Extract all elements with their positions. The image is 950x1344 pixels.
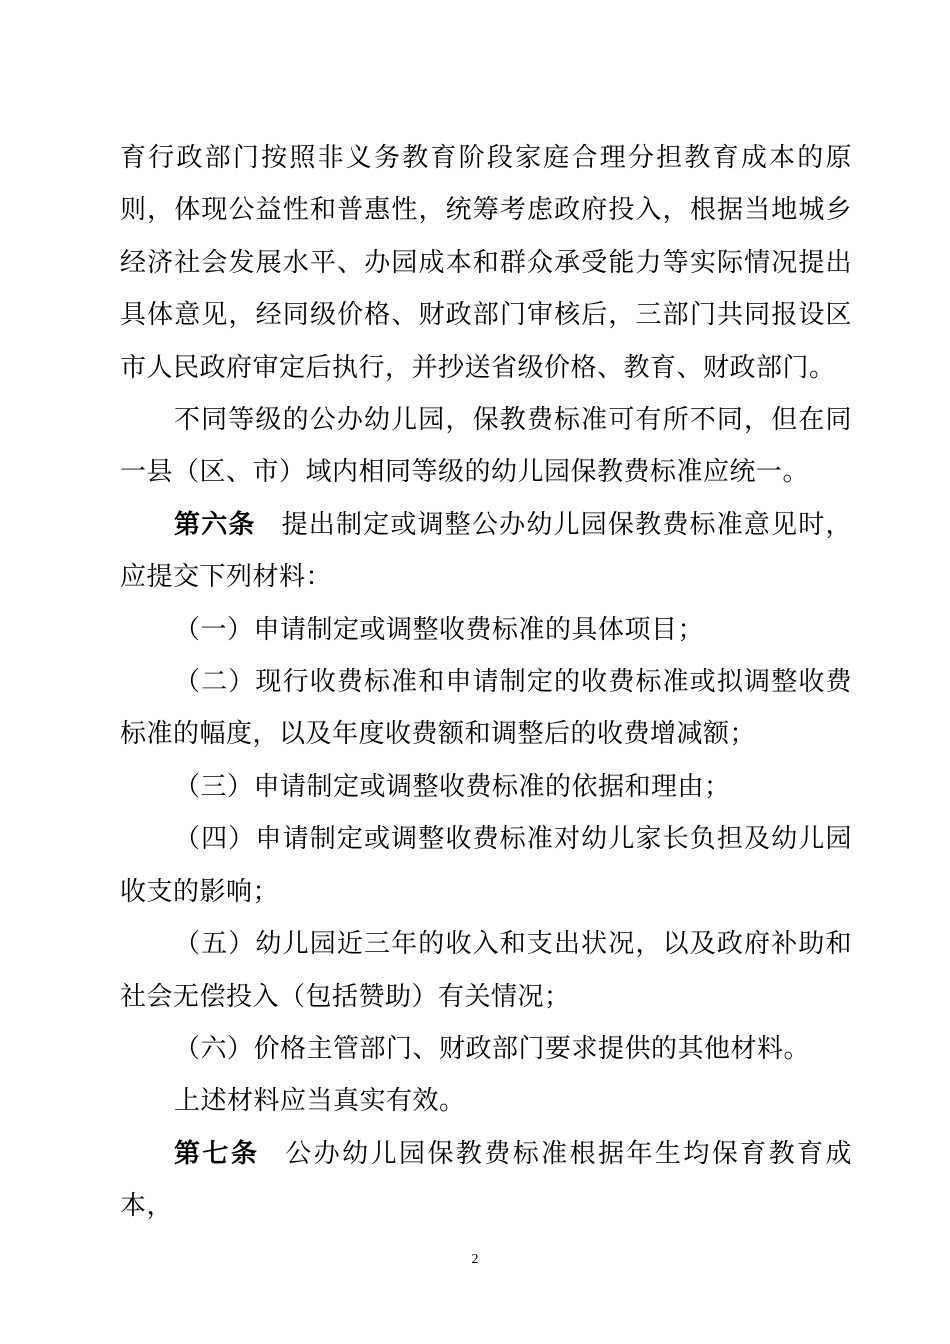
paragraph-text: （二）现行收费标准和申请制定的收费标准或拟调整收费标准的幅度，以及年度收费额和调整后的收费增减额； (120, 667, 852, 750)
page-number: 2 (471, 1252, 479, 1267)
list-item-5 (120, 918, 852, 1023)
list-item-4 (120, 813, 852, 918)
paragraph-text: （五）幼儿园近三年的收入和支出状况，以及政府补助和社会无偿投入（包括赞助）有关情况； (120, 929, 852, 1012)
paragraph-text: 育行政部门按照非义务教育阶段家庭合理分担教育成本的原则，体现公益性和普惠性，统筹考虑政府投入，根据当地城乡经济社会发展水平、办园成本和群众承受能力等实际情况提出具体意见，经同级价格、财政部门审核后，三部门共同报设区市人民政府审定后执行，并抄送省级价格、教育、财政部门。 (120, 143, 852, 383)
paragraph-text: 公办幼儿园保教费标准根据年生均保育教育成本， (120, 1138, 852, 1222)
list-item-6 (120, 1023, 852, 1075)
article-6-paragraph (120, 499, 852, 604)
list-item-1 (120, 604, 852, 656)
document-body (120, 132, 852, 1233)
paragraph-text: （三）申请制定或调整收费标准的依据和理由； (174, 771, 731, 802)
paragraph-text: 不同等级的公办幼儿园，保教费标准可有所不同，但在同一县（区、市）域内相同等级的幼儿园保教费标准应统一。 (120, 405, 852, 488)
list-item-3 (120, 761, 852, 813)
paragraph-text: （四）申请制定或调整收费标准对幼儿家长负担及幼儿园收支的影响； (120, 824, 852, 907)
paragraph-text: 提出制定或调整公办幼儿园保教费标准意见时，应提交下列材料： (120, 509, 852, 593)
paragraph-text: 上述材料应当真实有效。 (174, 1086, 466, 1117)
article-title: 第六条 (174, 509, 256, 540)
paragraph-text: （六）价格主管部门、财政部门要求提供的其他材料。 (174, 1033, 811, 1064)
article-title: 第七条 (174, 1138, 260, 1169)
paragraph-2 (120, 394, 852, 499)
list-item-2 (120, 656, 852, 761)
closing-note (120, 1075, 852, 1127)
article-7-paragraph (120, 1128, 852, 1233)
paragraph-text: （一）申请制定或调整收费标准的具体项目； (174, 614, 705, 645)
paragraph-1 (120, 132, 852, 394)
